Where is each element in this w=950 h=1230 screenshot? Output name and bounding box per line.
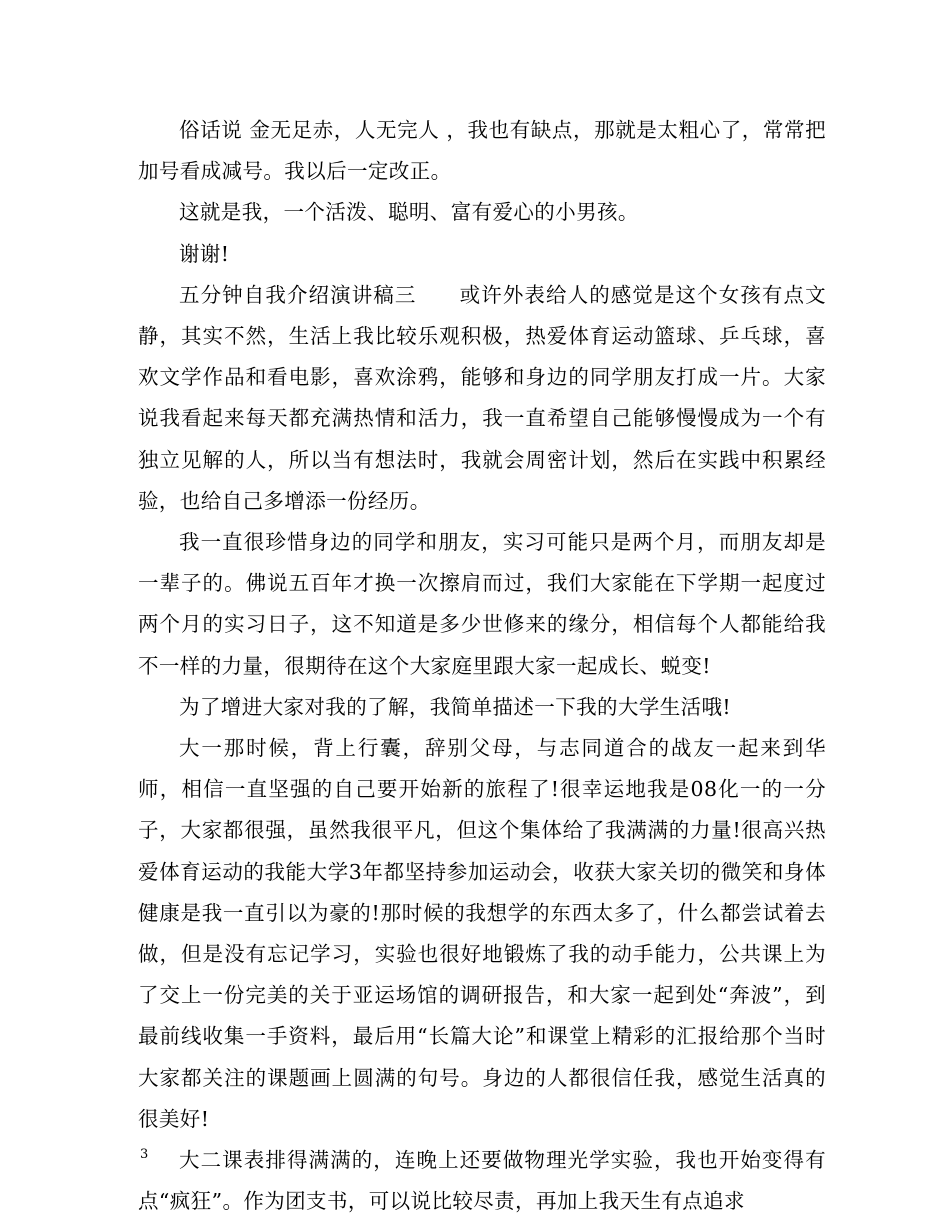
paragraph: 这就是我，一个活泼、聪明、富有爱心的小男孩。 bbox=[179, 200, 639, 225]
paragraph: 我一直很珍惜身边的同学和朋友，实习可能只是两个月，而朋友却是一辈子的。佛说五百年才换一次擦肩而过，我们大家能在下学期一起度过两个月的实习日子，这不知道是多少世修来的缘分，相信每个人都能给我不一样的力量，很期待在这个大家庭里跟大家一起成长、蜕变! bbox=[138, 530, 826, 678]
paragraph: 俗话说 金无足赤，人无完人 ，我也有缺点，那就是太粗心了，常常把加号看成减号。我以后一定改正。 bbox=[138, 118, 826, 184]
paragraph: 五分钟自我介绍演讲稿三 或许外表给人的感觉是这个女孩有点文静，其实不然，生活上我比较乐观积极，热爱体育运动篮球、乒乓球，喜欢文学作品和看电影，喜欢涂鸦，能够和身边的同学朋友打成一片。大家说我看起来每天都充满热情和活力，我一直希望自己能够慢慢成为一个有独立见解的人，所以当有想法时，我就会周密计划，然后在实践中积累经验，也给自己多增添一份经历。 bbox=[138, 282, 826, 513]
paragraph: 大一那时候，背上行囊，辞别父母，与志同道合的战友一起来到华师，相信一直坚强的自己要开始新的旅程了!很幸运地我是08化一的一分子，大家都很强，虽然我很平凡，但这个集体给了我满满的力量!很高兴热爱体育运动的我能大学3年都坚持参加运动会，收获大家关切的微笑和身体健康是我一直引以为豪的!那时候的我想学的东西太多了，什么都尝试着去做，但是没有忘记学习，实验也很好地锻炼了我的动手能力，公共课上为了交上一份完美的关于亚运场馆的调研报告，和大家一起到处“奔波”，到最前线收集一手资料，最后用“长篇大论”和课堂上精彩的汇报给那个当时大家都关注的课题画上圆满的句号。身边的人都很信任我，感觉生活真的很美好! bbox=[138, 736, 826, 1131]
paragraph: 为了增进大家对我的了解，我简单描述一下我的大学生活哦! bbox=[179, 694, 732, 719]
paragraph: 谢谢! bbox=[179, 241, 230, 266]
document-body bbox=[138, 110, 826, 1222]
paragraph: 大二课表排得满满的，连晚上还要做物理光学实验，我也开始变得有点“疯狂”。作为团支书，可以说比较尽责，再加上我天生有点追求 bbox=[138, 1148, 826, 1214]
page-number: 3 bbox=[140, 1147, 149, 1162]
